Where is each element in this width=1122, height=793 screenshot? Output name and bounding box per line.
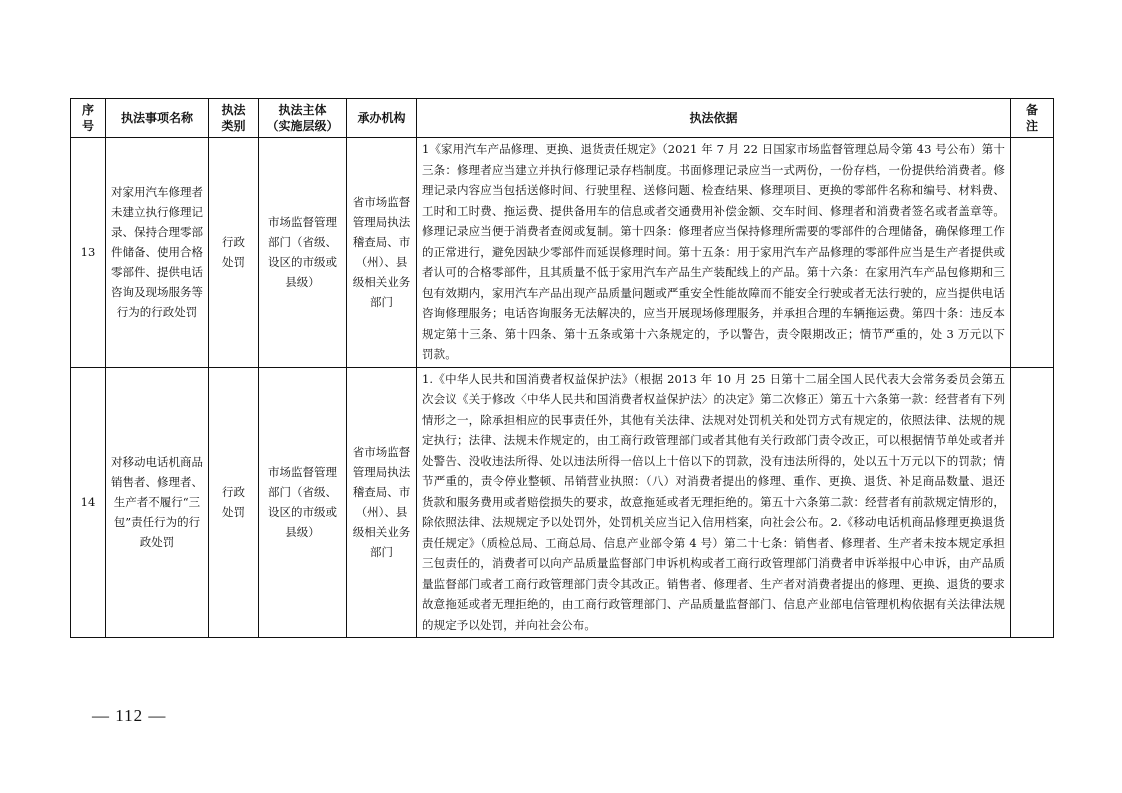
row-basis: 1《家用汽车产品修理、更换、退货责任规定》（2021 年 7 月 22 日国家市场监督管理总局令第 43 号公布）第十三条：修理者应当建立并执行修理记录存档制度。书面修理记录应当一式两份，一份存档，一份提供给消费者。修理记录内容应当包括送修时间、行驶里程、送修问题、检查结果、修理项目、更换的零部件名称和编号、材料费、工时和工时费、拖运费、提供备用车的信息或者交通费用补偿金额、交车时间、修理者和消费者签名或者盖章等。修理记录应当便于消费者查阅或复制。第十四条：修理者应当保持修理所需要的零部件的合理储备，确保修理工作的正常进行，避免因缺少零部件而延误修理时间。第十五条：用于家用汽车产品修理的零部件应当是生产者提供或者认可的合格零部件，且其质量不低于家用汽车产品生产装配线上的产品。第十六条：在家用汽车产品包修期和三包有效期内，家用汽车产品出现产品质量问题或严重安全性能故障而不能安全行驶或者无法行驶的，应当提供电话咨询修理服务；电话咨询服务无法解决的，应当开展现场修理服务，并承担合理的车辆拖运费。第四十条：违反本规定第十三条、第十四条、第十五条或第十六条规定的，予以警告，责令限期改正；情节严重的，处 3 万元以下罚款。 — [417, 138, 1011, 368]
header-basis: 执法依据 — [417, 99, 1011, 138]
row-no: 14 — [71, 367, 106, 638]
enforcement-table — [70, 98, 1054, 638]
row-category: 行政处罚 — [209, 138, 259, 368]
row-subject: 市场监督管理部门（省级、设区的市级或县级） — [259, 138, 347, 368]
row-remark — [1011, 367, 1054, 638]
page-number: — 112 — — [92, 706, 167, 725]
header-subject-line1: 执法主体 — [278, 103, 327, 117]
table-header-row — [71, 99, 1054, 138]
header-subject-line2: （实施层级） — [266, 119, 339, 133]
header-remark: 备注 — [1011, 99, 1054, 138]
row-agency: 省市场监督管理局执法稽查局、市（州）、县级相关业务部门 — [347, 138, 417, 368]
header-agency: 承办机构 — [347, 99, 417, 138]
table-row — [71, 138, 1054, 368]
table-row — [71, 367, 1054, 638]
row-agency: 省市场监督管理局执法稽查局、市（州）、县级相关业务部门 — [347, 367, 417, 638]
header-subject — [259, 99, 347, 138]
row-item-name: 对移动电话机商品销售者、修理者、生产者不履行“三包”责任行为的行政处罚 — [106, 367, 209, 638]
row-no: 13 — [71, 138, 106, 368]
row-basis: 1.《中华人民共和国消费者权益保护法》（根据 2013 年 10 月 25 日第十二届全国人民代表大会常务委员会第五次会议《关于修改〈中华人民共和国消费者权益保护法〉的决定》第二次修正）第五十六条第一款：经营者有下列情形之一，除承担相应的民事责任外，其他有关法律、法规对处罚机关和处罚方式有规定的，依照法律、法规的规定执行；法律、法规未作规定的，由工商行政管理部门或者其他有关行政部门责令改正，可以根据情节单处或者并处警告、没收违法所得、处以违法所得一倍以上十倍以下的罚款，没有违法所得的，处以五十万元以下的罚款；情节严重的，责令停业整顿、吊销营业执照：（八）对消费者提出的修理、重作、更换、退货、补足商品数量、退还货款和服务费用或者赔偿损失的要求，故意拖延或者无理拒绝的。第五十六条第二款：经营者有前款规定情形的，除依照法律、法规规定予以处罚外，处罚机关应当记入信用档案，向社会公布。2.《移动电话机商品修理更换退货责任规定》（质检总局、工商总局、信息产业部令第 4 号）第二十七条：销售者、修理者、生产者未按本规定承担三包责任的，消费者可以向产品质量监督部门申诉机构或者工商行政管理部门消费者申诉举报中心申诉，由产品质量监督部门或者工商行政管理部门责令其改正。销售者、修理者、生产者对消费者提出的修理、更换、退货的要求故意拖延或者无理拒绝的，由工商行政管理部门、产品质量监督部门、信息产业部电信管理机构依据有关法律法规的规定予以处罚，并向社会公布。 — [417, 367, 1011, 638]
row-category: 行政处罚 — [209, 367, 259, 638]
header-item-name: 执法事项名称 — [106, 99, 209, 138]
header-category: 执法类别 — [209, 99, 259, 138]
row-subject: 市场监督管理部门（省级、设区的市级或县级） — [259, 367, 347, 638]
row-remark — [1011, 138, 1054, 368]
row-item-name: 对家用汽车修理者未建立执行修理记录、保持合理零部件储备、使用合格零部件、提供电话咨询及现场服务等行为的行政处罚 — [106, 138, 209, 368]
header-no: 序号 — [71, 99, 106, 138]
